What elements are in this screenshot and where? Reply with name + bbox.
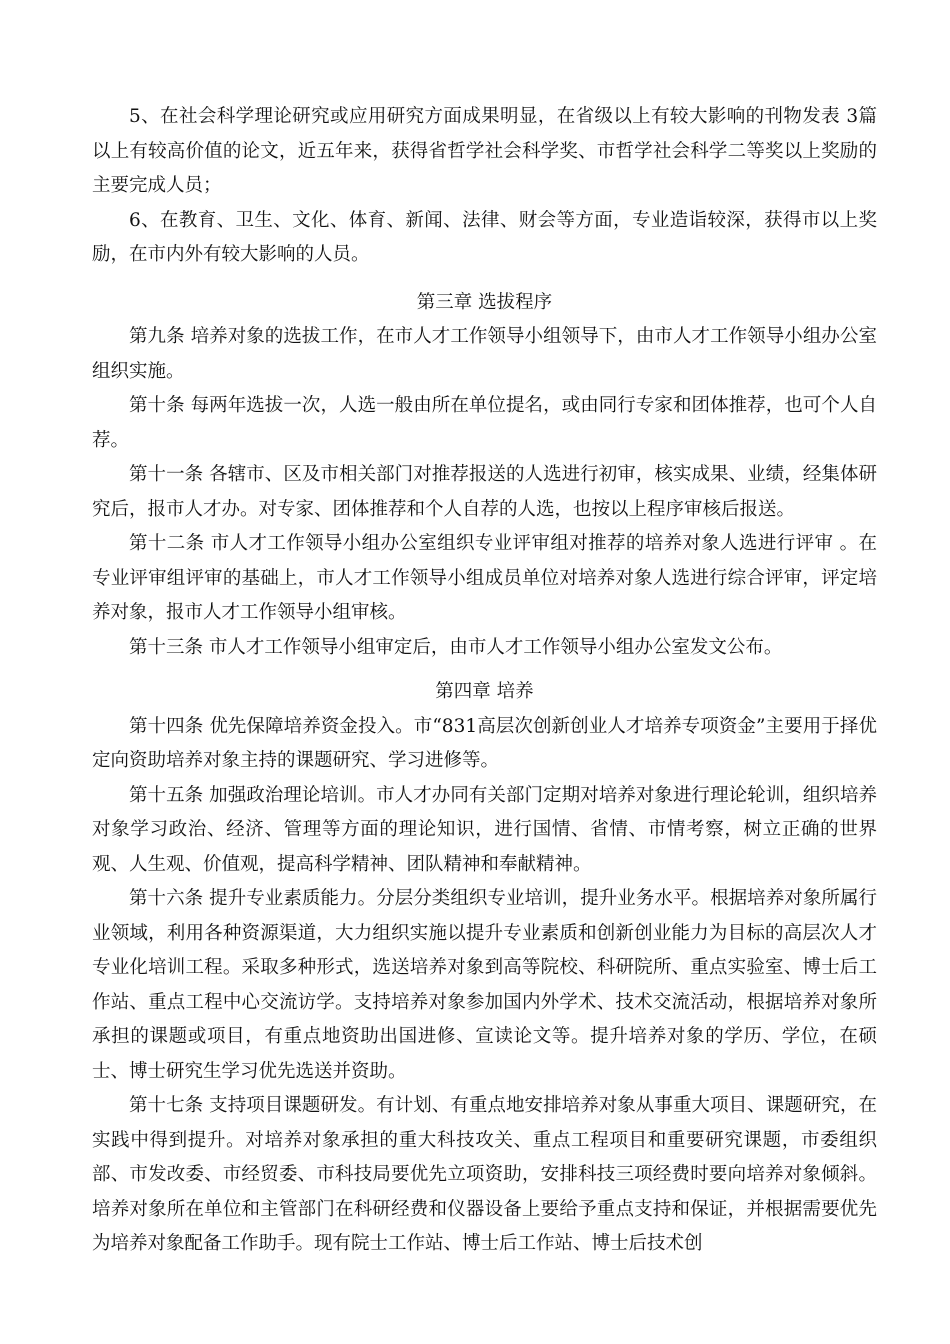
- paragraph-article-10: 第十条 每两年选拔一次，人选一般由所在单位提名，或由同行专家和团体推荐，也可个人自荐。: [92, 395, 877, 451]
- paragraph-item-5: 5、在社会科学理论研究或应用研究方面成果明显，在省级以上有较大影响的刊物发表 3篇以上有较高价值的论文，近五年来，获得省哲学社会科学奖、市哲学社会科学二等奖以上奖励的主要完成人员；: [92, 106, 877, 196]
- paragraph-article-13: 第十三条 市人才工作领导小组审定后，由市人才工作领导小组办公室发文公布。: [129, 636, 783, 658]
- paragraph-article-11: 第十一条 各辖市、区及市相关部门对推荐报送的人选进行初审，核实成果、业绩，经集体研究后，报市人才办。对专家、团体推荐和个人自荐的人选，也按以上程序审核后报送。: [92, 464, 877, 520]
- paragraph-item-6: 6、在教育、卫生、文化、体育、新闻、法律、财会等方面，专业造诣较深，获得市以上奖励，在市内外有较大影响的人员。: [92, 209, 877, 265]
- chapter-3-heading: 第三章 选拔程序: [416, 291, 553, 313]
- paragraph-article-9: 第九条 培养对象的选拔工作，在市人才工作领导小组领导下，由市人才工作领导小组办公室组织实施。: [92, 326, 877, 382]
- paragraph-article-17: 第十七条 支持项目课题研发。有计划、有重点地安排培养对象从事重大项目、课题研究，在实践中得到提升。对培养对象承担的重大科技攻关、重点工程项目和重要研究课题，市委组织部、市发改委、市经贸委、市科技局要优先立项资助，安排科技三项经费时要向培养对象倾斜。培养对象所在单位和主管部门在科研经费和仪器设备上要给予重点支持和保证，并根据需要优先为培养对象配备工作助手。现有院士工作站、博士后工作站、博士后技术创: [92, 1095, 877, 1254]
- paragraph-article-12: 第十二条 市人才工作领导小组办公室组织专业评审组对推荐的培养对象人选进行评审 。在专业评审组评审的基础上，市人才工作领导小组成员单位对培养对象人选进行综合评审，评定培养对象，报市人才工作领导小组审核。: [92, 533, 877, 623]
- document-page: [92, 100, 877, 1262]
- chapter-4-heading: 第四章 培养: [435, 681, 534, 702]
- paragraph-article-15: 第十五条 加强政治理论培训。市人才办同有关部门定期对培养对象进行理论轮训，组织培养对象学习政治、经济、管理等方面的理论知识，进行国情、省情、市情考察，树立正确的世界观、人生观、价值观，提高科学精神、团队精神和奉献精神。: [92, 784, 877, 875]
- paragraph-article-16: 第十六条 提升专业素质能力。分层分类组织专业培训，提升业务水平。根据培养对象所属行业领域，利用各种资源渠道，大力组织实施以提升专业素质和创新创业能力为目标的高层次人才专业化培训工程。采取多种形式，选送培养对象到高等院校、科研院所、重点实验室、博士后工作站、重点工程中心交流访学。支持培养对象参加国内外学术、技术交流活动，根据培养对象所承担的课题或项目，有重点地资助出国进修、宣读论文等。提升培养对象的学历、学位，在硕士、博士研究生学习优先选送并资助。: [92, 888, 877, 1082]
- paragraph-article-14: 第十四条 优先保障培养资金投入。市“831高层次创新创业人才培养专项资金”主要用于择优定向资助培养对象主持的课题研究、学习进修等。: [92, 715, 877, 771]
